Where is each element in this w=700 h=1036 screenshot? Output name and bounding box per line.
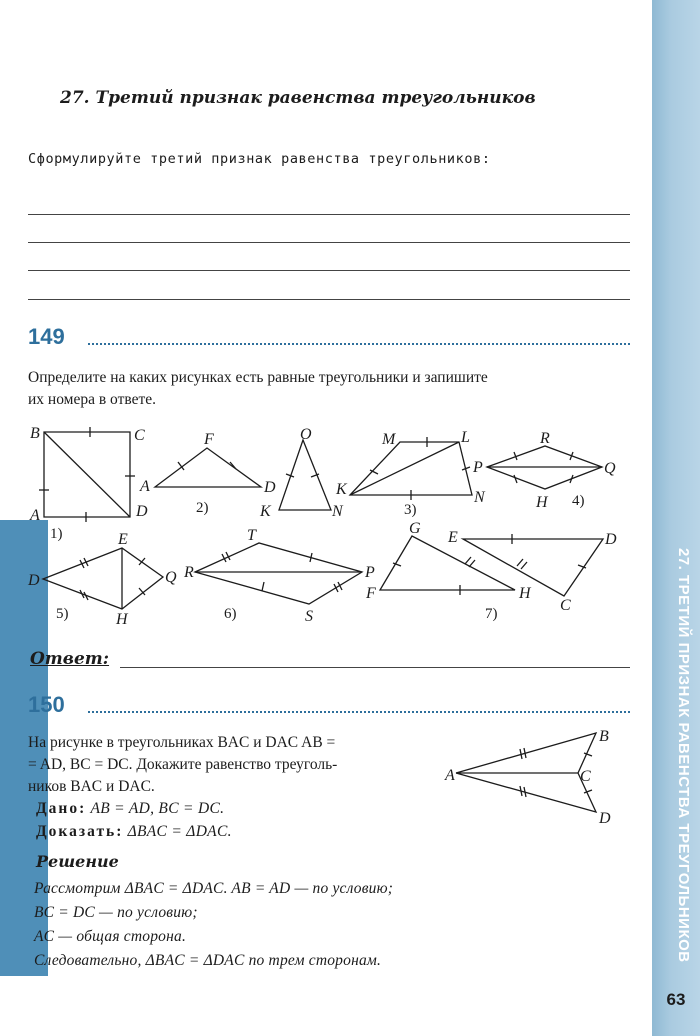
label-C: C [134, 427, 145, 444]
figure-4-rhombus [472, 430, 616, 511]
answer-input-line[interactable] [120, 667, 630, 668]
solution-title: Решение [36, 852, 119, 871]
label-F: F [204, 431, 214, 448]
figure-number-7: 7) [485, 606, 498, 622]
label-K: K [260, 503, 271, 520]
figure-7-triangles [365, 520, 617, 622]
label-R: R [184, 564, 194, 581]
given-label: Дано: [36, 800, 87, 817]
exercise-149-text-line-2: их номера в ответе. [28, 391, 157, 408]
figure-number-3: 3) [404, 502, 417, 518]
label-P: P [473, 459, 483, 476]
solution-line: AC — общая сторона. [34, 928, 187, 945]
label-E: E [118, 531, 128, 548]
label-A: A [445, 767, 455, 784]
exercise-150-text-line-3: ников BAC и DAC. [28, 778, 155, 795]
label-H: H [116, 611, 128, 628]
section-prompt: Сформулируйте третий признак равенства треугольников: [28, 151, 491, 167]
label-N: N [474, 489, 485, 506]
label-E: E [448, 529, 458, 546]
figure-150 [444, 728, 611, 827]
solution-line: BC = DC — по условию; [34, 904, 198, 921]
solution-line: Следовательно, ΔBAC = ΔDAC по трем сторонам. [34, 952, 382, 969]
label-P: P [365, 564, 375, 581]
figure-2-triangle-afd [139, 431, 276, 516]
label-B: B [30, 425, 40, 442]
label-D: D [28, 572, 40, 589]
label-F: F [366, 585, 376, 602]
label-O: O [300, 426, 312, 443]
label-B: B [599, 728, 609, 745]
exercise-number-149: 149 [28, 324, 65, 349]
label-H: H [519, 585, 531, 602]
label-K: K [336, 481, 347, 498]
label-C: C [580, 768, 591, 785]
figure-1-square [29, 425, 148, 542]
exercise-150-text-line-2: = AD, BC = DC. Докажите равенство треуголь- [28, 756, 338, 773]
label-M: M [382, 431, 396, 448]
label-R: R [540, 430, 550, 447]
label-A: A [140, 478, 150, 495]
exercise-150-text-line-1: На рисунке в треугольниках BAC и DAC AB = [28, 734, 336, 751]
label-A: A [30, 507, 40, 524]
label-D: D [605, 531, 617, 548]
section-title: 27. Третий признак равенства треугольников [60, 88, 536, 108]
answer-label: Ответ: [30, 649, 110, 669]
exercise-dotted-rule [88, 711, 630, 713]
figure-number-5: 5) [56, 606, 69, 622]
exercise-149-text-line-1: Определите на каких рисунках есть равные треугольники и запишите [28, 369, 488, 386]
figure-number-2: 2) [196, 500, 209, 516]
given-row [36, 800, 224, 818]
label-H: H [536, 494, 548, 511]
label-L: L [461, 429, 470, 446]
given-text: AB = AD, BC = DC. [90, 800, 225, 817]
page-number: 63 [666, 990, 686, 1009]
label-T: T [247, 527, 256, 544]
label-S: S [305, 608, 313, 625]
figure-number-4: 4) [572, 493, 585, 509]
figure-6-quadrilateral [183, 527, 375, 625]
figure-triangle-okn [259, 426, 344, 520]
label-Q: Q [604, 460, 616, 477]
label-G: G [409, 520, 421, 537]
figure-number-6: 6) [224, 606, 237, 622]
exercise-number-150: 150 [28, 692, 65, 717]
label-Q: Q [165, 569, 177, 586]
prove-text: ΔBAC = ΔDAC. [127, 823, 232, 840]
figure-5-kite [27, 531, 177, 628]
figure-3-quadrilateral [335, 429, 486, 518]
solution-line: Рассмотрим ΔBAC = ΔDAC. AB = AD — по условию; [34, 880, 394, 897]
prove-row [36, 823, 232, 841]
sidebar-chapter-title: 27. ТРЕТИЙ ПРИЗНАК РАВЕНСТВА ТРЕУГОЛЬНИКОВ [675, 548, 692, 963]
label-D: D [599, 810, 611, 827]
figure-number-1: 1) [50, 526, 63, 542]
prove-label: Доказать: [36, 823, 124, 840]
label-D: D [136, 503, 148, 520]
label-D: D [264, 479, 276, 496]
label-N: N [332, 503, 343, 520]
label-C: C [560, 597, 571, 614]
